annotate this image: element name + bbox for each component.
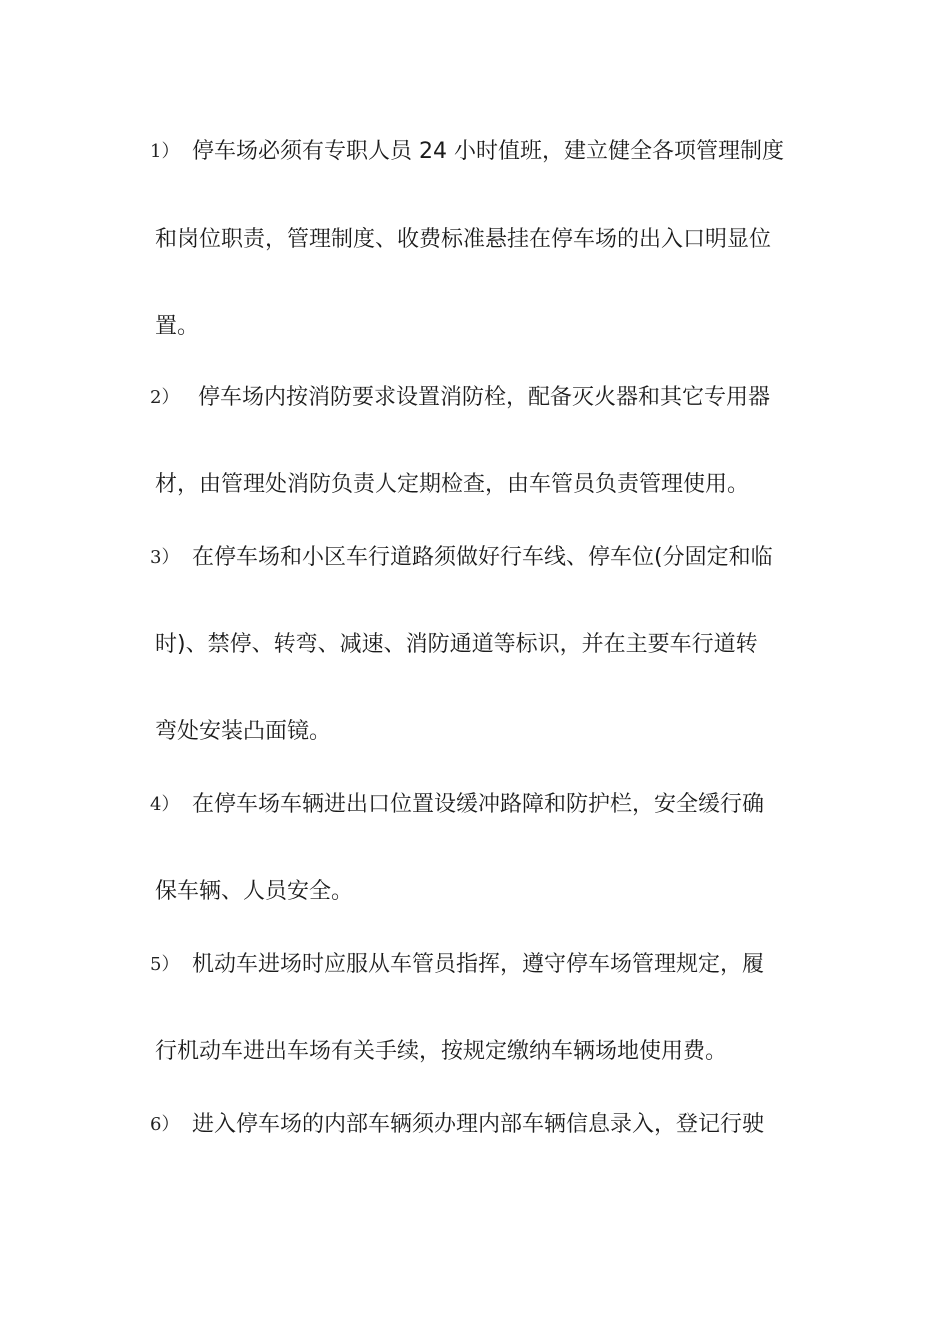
item-3-line-2: 时)、禁停、转弯、减速、消防通道等标识，并在主要车行道转 — [155, 632, 758, 657]
item-1-line-3: 置。 — [155, 314, 200, 339]
item-6-line-1: 进入停车场的内部车辆须办理内部车辆信息录入，登记行驶 — [192, 1112, 765, 1137]
item-2-line-1: 停车场内按消防要求设置消防栓，配备灭火器和其它专用器 — [198, 385, 771, 410]
item-2-line-2: 材，由管理处消防负责人定期检查，由车管员负责管理使用。 — [155, 472, 750, 497]
item-1-line-2: 和岗位职责，管理制度、收费标准悬挂在停车场的出入口明显位 — [155, 227, 772, 252]
item-number-3: 3） — [150, 547, 180, 568]
item-number-1: 1） — [150, 141, 180, 162]
item-5-line-1: 机动车进场时应服从车管员指挥，遵守停车场管理规定，履 — [192, 952, 765, 977]
item-number-4: 4） — [150, 794, 180, 815]
item-number-2: 2） — [150, 387, 180, 408]
item-3-line-3: 弯处安装凸面镜。 — [155, 719, 332, 744]
item-4-line-1: 在停车场车辆进出口位置设缓冲路障和防护栏，安全缓行确 — [192, 792, 765, 817]
item-3-line-1: 在停车场和小区车行道路须做好行车线、停车位(分固定和临 — [192, 545, 773, 570]
item-1-line-1: 停车场必须有专职人员 24 小时值班，建立健全各项管理制度 — [192, 139, 784, 164]
item-number-6: 6） — [150, 1114, 180, 1135]
item-number-5: 5） — [150, 954, 180, 975]
item-4-line-2: 保车辆、人员安全。 — [155, 879, 354, 904]
item-5-line-2: 行机动车进出车场有关手续，按规定缴纳车辆场地使用费。 — [155, 1039, 728, 1064]
